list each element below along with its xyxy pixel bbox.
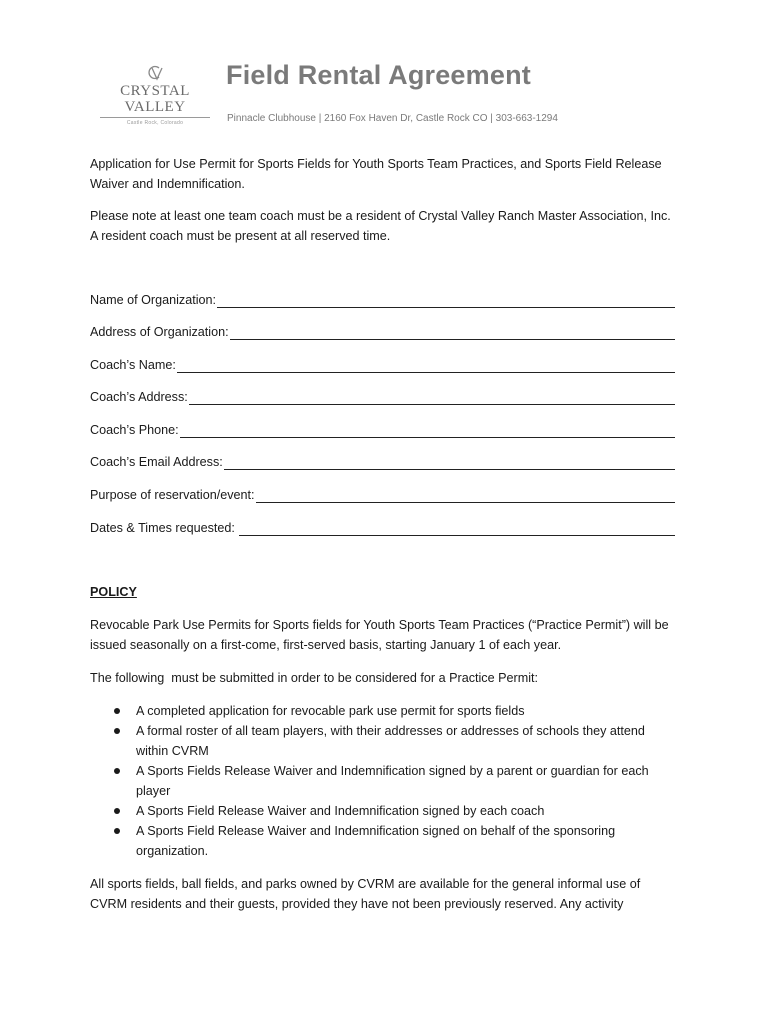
document-title: Field Rental Agreement: [226, 60, 531, 90]
list-item-text: A Sports Field Release Waiver and Indemnification signed on behalf of the sponsoring organization.: [136, 824, 616, 858]
list-item: [110, 821, 670, 861]
bullet-icon: [114, 828, 120, 834]
fill-in-line[interactable]: [189, 392, 675, 405]
field-label: Coach’s Email Address:: [90, 455, 223, 469]
list-item: [110, 721, 670, 761]
policy-paragraph-3: All sports fields, ball fields, and parks owned by CVRM are available for the general informal use of CVRM residents and their guests, provided they have not been previously reserved. Any activity: [90, 877, 641, 911]
list-item: [110, 761, 670, 801]
coach-email-field[interactable]: [90, 454, 675, 470]
organization-name-field[interactable]: [90, 292, 675, 308]
field-label: Coach’s Phone:: [90, 423, 179, 437]
crystal-valley-logo: [94, 64, 216, 126]
field-label: Purpose of reservation/event:: [90, 488, 255, 502]
policy-paragraph-1: Revocable Park Use Permits for Sports fields for Youth Sports Team Practices (“Practice Permit”) will be issued seasonally on a first-come, first-served basis, starting January 1 of each year.: [90, 618, 669, 652]
fill-in-line[interactable]: [230, 327, 675, 340]
bullet-icon: [114, 708, 120, 714]
fill-in-line[interactable]: [217, 295, 675, 308]
logo-divider: [100, 117, 210, 118]
reservation-purpose-field[interactable]: [90, 487, 675, 503]
cv-monogram-icon: [144, 64, 166, 82]
list-item-text: A Sports Fields Release Waiver and Indemnification signed by a parent or guardian for each player: [136, 764, 649, 798]
fill-in-line[interactable]: [180, 425, 675, 438]
fill-in-line[interactable]: [177, 360, 675, 373]
field-label: Dates & Times requested:: [90, 521, 239, 535]
list-item: [110, 701, 670, 721]
bullet-icon: [114, 768, 120, 774]
coach-address-field[interactable]: [90, 389, 675, 405]
bullet-icon: [114, 728, 120, 734]
bullet-icon: [114, 808, 120, 814]
dates-times-field[interactable]: [90, 520, 675, 536]
intro-paragraph-2: Please note at least one team coach must be a resident of Crystal Valley Ranch Master Association, Inc. A resident coach must be present at all reserved time.: [90, 209, 671, 243]
fill-in-line[interactable]: [224, 457, 675, 470]
field-label: Name of Organization:: [90, 293, 216, 307]
coach-phone-field[interactable]: [90, 422, 675, 438]
requirements-list: [110, 701, 670, 861]
coach-name-field[interactable]: [90, 357, 675, 373]
intro-paragraph-1: Application for Use Permit for Sports Fields for Youth Sports Team Practices, and Sports Field Release Waiver and Indemnification.: [90, 157, 662, 191]
logo-name: CRYSTAL VALLEY: [120, 83, 190, 115]
fill-in-line[interactable]: [256, 490, 675, 503]
field-label: Address of Organization:: [90, 325, 229, 339]
list-item-text: A formal roster of all team players, with their addresses or addresses of schools they attend within CVRM: [136, 724, 645, 758]
list-item-text: A completed application for revocable park use permit for sports fields: [136, 704, 525, 718]
field-label: Coach’s Address:: [90, 390, 188, 404]
organization-address-field[interactable]: [90, 324, 675, 340]
clubhouse-address: Pinnacle Clubhouse | 2160 Fox Haven Dr, Castle Rock CO | 303-663-1294: [227, 113, 558, 124]
policy-paragraph-2: The following must be submitted in order to be considered for a Practice Permit:: [90, 671, 538, 685]
fill-in-line[interactable]: [239, 523, 675, 536]
logo-tagline: Castle Rock, Colorado: [126, 120, 184, 126]
field-label: Coach’s Name:: [90, 358, 176, 372]
list-item-text: A Sports Field Release Waiver and Indemnification signed by each coach: [136, 804, 545, 818]
list-item: [110, 801, 670, 821]
policy-heading: POLICY: [90, 585, 137, 599]
